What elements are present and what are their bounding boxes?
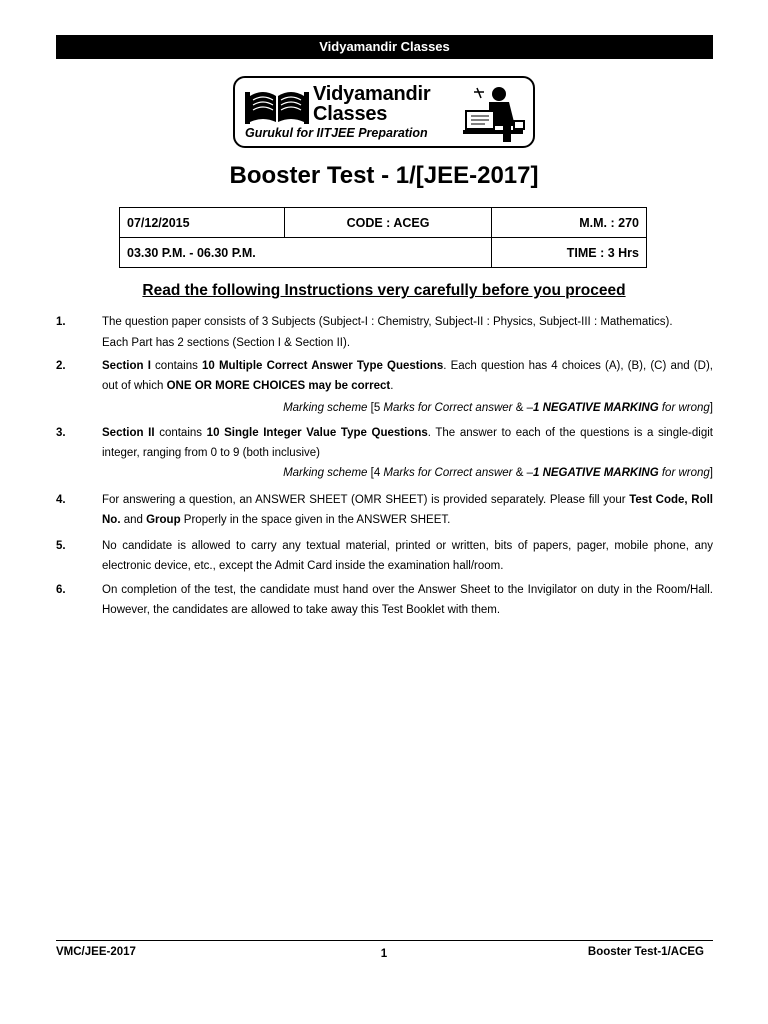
instructions-heading: Read the following Instructions very carefully before you proceed (142, 282, 626, 299)
instruction-number: 6. (56, 584, 66, 596)
marking-scheme: Marking scheme [5 Marks for Correct answer & –1 NEGATIVE MARKING for wrong] (283, 402, 713, 414)
instruction-text: Section I contains 10 Multiple Correct Answer Type Questions. Each question has 4 choices (A), (B), (C) and (D), out of which ONE OR MORE CHOICES may be correct. (102, 360, 713, 392)
instruction-item (56, 356, 713, 418)
marking-scheme: Marking scheme [4 Marks for Correct answer & –1 NEGATIVE MARKING for wrong] (283, 467, 713, 479)
footer-divider (56, 940, 713, 941)
student-at-desk-icon (459, 82, 531, 144)
instruction-number: 4. (56, 494, 66, 506)
test-duration: TIME : 3 Hrs (492, 238, 647, 268)
instruction-number: 2. (56, 360, 66, 372)
page-title: Booster Test - 1/[JEE-2017] (229, 162, 539, 189)
instruction-item (56, 312, 713, 353)
vmc-logo (233, 76, 535, 148)
test-timing: 03.30 P.M. - 06.30 P.M. (120, 238, 492, 268)
max-marks: M.M. : 270 (492, 208, 647, 238)
open-book-icon (245, 88, 309, 126)
instruction-item (56, 536, 713, 576)
instruction-text: Each Part has 2 sections (Section I & Section II). (102, 337, 351, 349)
instruction-text: The question paper consists of 3 Subjects (Subject-I : Chemistry, Subject-II : Physics, Subject-III : Mathematics). (102, 316, 673, 328)
logo-name-line2: Classes (313, 103, 388, 125)
instruction-item (56, 580, 713, 620)
logo-name (313, 84, 463, 124)
test-code: CODE : ACEG (285, 208, 492, 238)
footer-right: Booster Test-1/ACEG (587, 946, 704, 958)
instruction-number: 3. (56, 427, 66, 439)
logo-tagline: Gurukul for IITJEE Preparation (245, 126, 428, 140)
test-info-table (119, 207, 647, 268)
header-banner: Vidyamandir Classes (56, 35, 713, 59)
instruction-item (56, 490, 713, 530)
instruction-text: On completion of the test, the candidate must hand over the Answer Sheet to the Invigilator on duty in the Room/Hall. However, the candidates are allowed to take away this Test Booklet with them. (102, 584, 713, 616)
test-date: 07/12/2015 (120, 208, 285, 238)
logo-name-line1: Vidyamandir (313, 83, 431, 105)
footer-left: VMC/JEE-2017 (56, 946, 136, 958)
instruction-text: For answering a question, an ANSWER SHEET (OMR SHEET) is provided separately. Please fill your Test Code, Roll No. and Group Properly in the space given in the ANSWER SHEET. (102, 494, 713, 526)
instruction-text: Section II contains 10 Single Integer Value Type Questions. The answer to each of the questions is a single-digit integer, ranging from 0 to 9 (both inclusive) (102, 427, 713, 459)
instruction-number: 1. (56, 316, 66, 328)
page-number: 1 (380, 948, 388, 960)
instruction-text: No candidate is allowed to carry any textual material, printed or written, bits of papers, pager, mobile phone, any electronic device, etc., except the Admit Card inside the examination hall/room. (102, 540, 713, 572)
instruction-item (56, 423, 713, 483)
instruction-number: 5. (56, 540, 66, 552)
